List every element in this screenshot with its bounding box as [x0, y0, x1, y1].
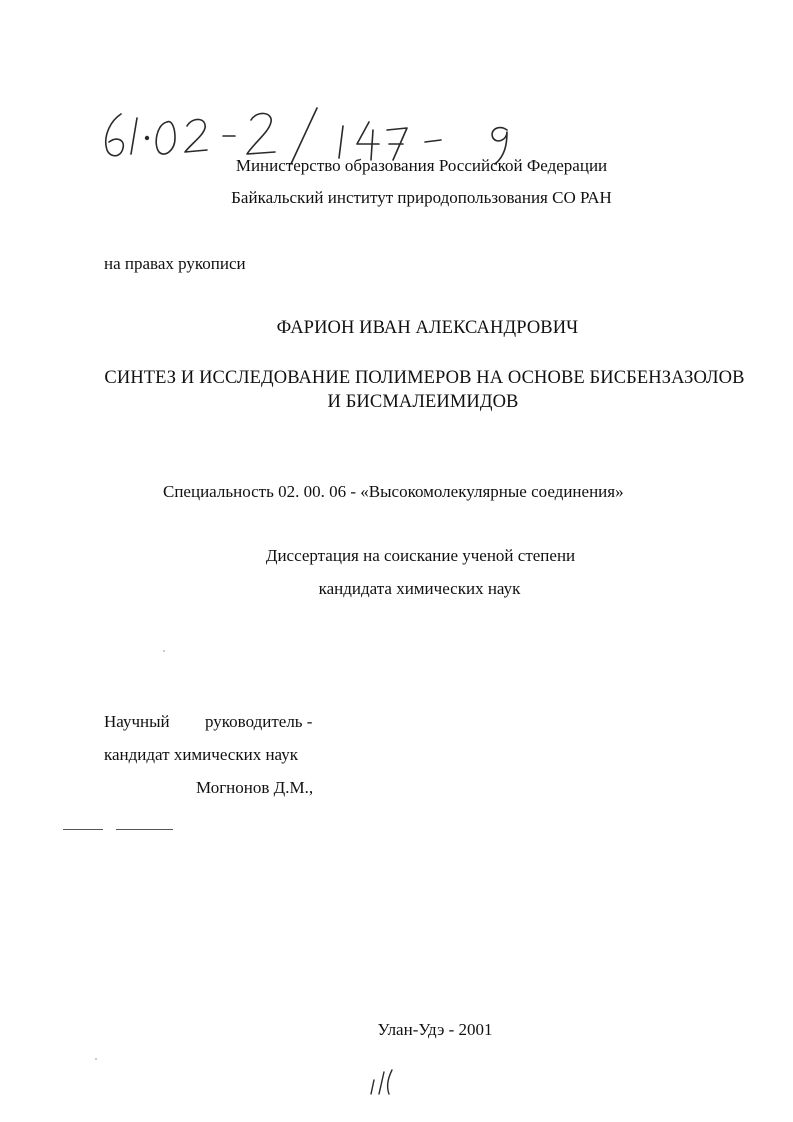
manuscript-note: на правах рукописи [104, 254, 246, 273]
scan-speck [163, 650, 165, 652]
dissertation-degree-line1: Диссертация на соискание ученой степени [265, 546, 576, 565]
scan-artifact-line [63, 829, 103, 830]
ministry-name: Министерство образования Российской Федерации [235, 156, 608, 175]
supervisor-label-word1: Научный [104, 712, 170, 731]
handwritten-page-mark [362, 1062, 412, 1098]
scan-artifact-line [116, 829, 173, 830]
author-name: ФАРИОН ИВАН АЛЕКСАНДРОВИЧ [276, 318, 579, 338]
dissertation-title-line1: СИНТЕЗ И ИССЛЕДОВАНИЕ ПОЛИМЕРОВ НА ОСНОВЕ БИСБЕНЗАЗОЛОВ [104, 368, 745, 388]
dissertation-degree-line2: кандидата химических наук [318, 579, 521, 598]
scan-speck [95, 1058, 97, 1060]
institute-name: Байкальский институт природопользования СО РАН [231, 188, 612, 207]
supervisor-label-word2: руководитель - [205, 712, 313, 731]
supervisor-name: Могнонов Д.М., [196, 778, 314, 797]
place-and-year: Улан-Удэ - 2001 [377, 1020, 493, 1039]
dissertation-title-line2: И БИСМАЛЕИМИДОВ [327, 392, 519, 412]
supervisor-degree: кандидат химических наук [104, 745, 298, 764]
specialty: Специальность 02. 00. 06 - «Высокомолекулярные соединения» [163, 482, 624, 501]
